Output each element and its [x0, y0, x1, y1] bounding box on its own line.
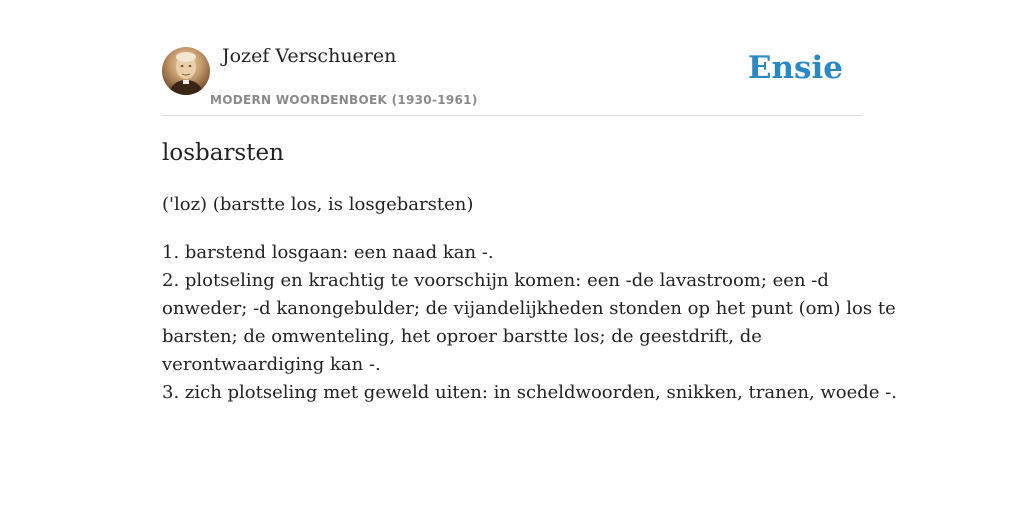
- source-label[interactable]: MODERN WOORDENBOEK (1930-1961): [210, 93, 478, 107]
- definition-line: 3. zich plotseling met geweld uiten: in scheldwoorden, snikken, tranen, woede -.: [162, 382, 897, 403]
- author-avatar[interactable]: [162, 47, 210, 95]
- headword-title: losbarsten: [162, 140, 284, 166]
- definition-line: verontwaardiging kan -.: [162, 354, 381, 375]
- definition-line: 1. barstend losgaan: een naad kan -.: [162, 242, 494, 263]
- definition-line: barsten; de omwenteling, het oproer barstte los; de geestdrift, de: [162, 326, 762, 347]
- definition-text: [162, 239, 897, 407]
- portrait-image: [162, 47, 210, 95]
- header-divider: [162, 115, 862, 116]
- definition-line: onweder; -d kanongebulder; de vijandelijkheden stonden op het punt (om) los te: [162, 298, 896, 319]
- entry-card: [162, 0, 897, 512]
- ensie-logo[interactable]: Ensie: [747, 50, 843, 86]
- grammar-info: ('loz) (barstte los, is losgebarsten): [162, 194, 474, 215]
- author-name[interactable]: Jozef Verschueren: [222, 45, 397, 67]
- definition-line: 2. plotseling en krachtig te voorschijn komen: een -de lavastroom; een -d: [162, 270, 829, 291]
